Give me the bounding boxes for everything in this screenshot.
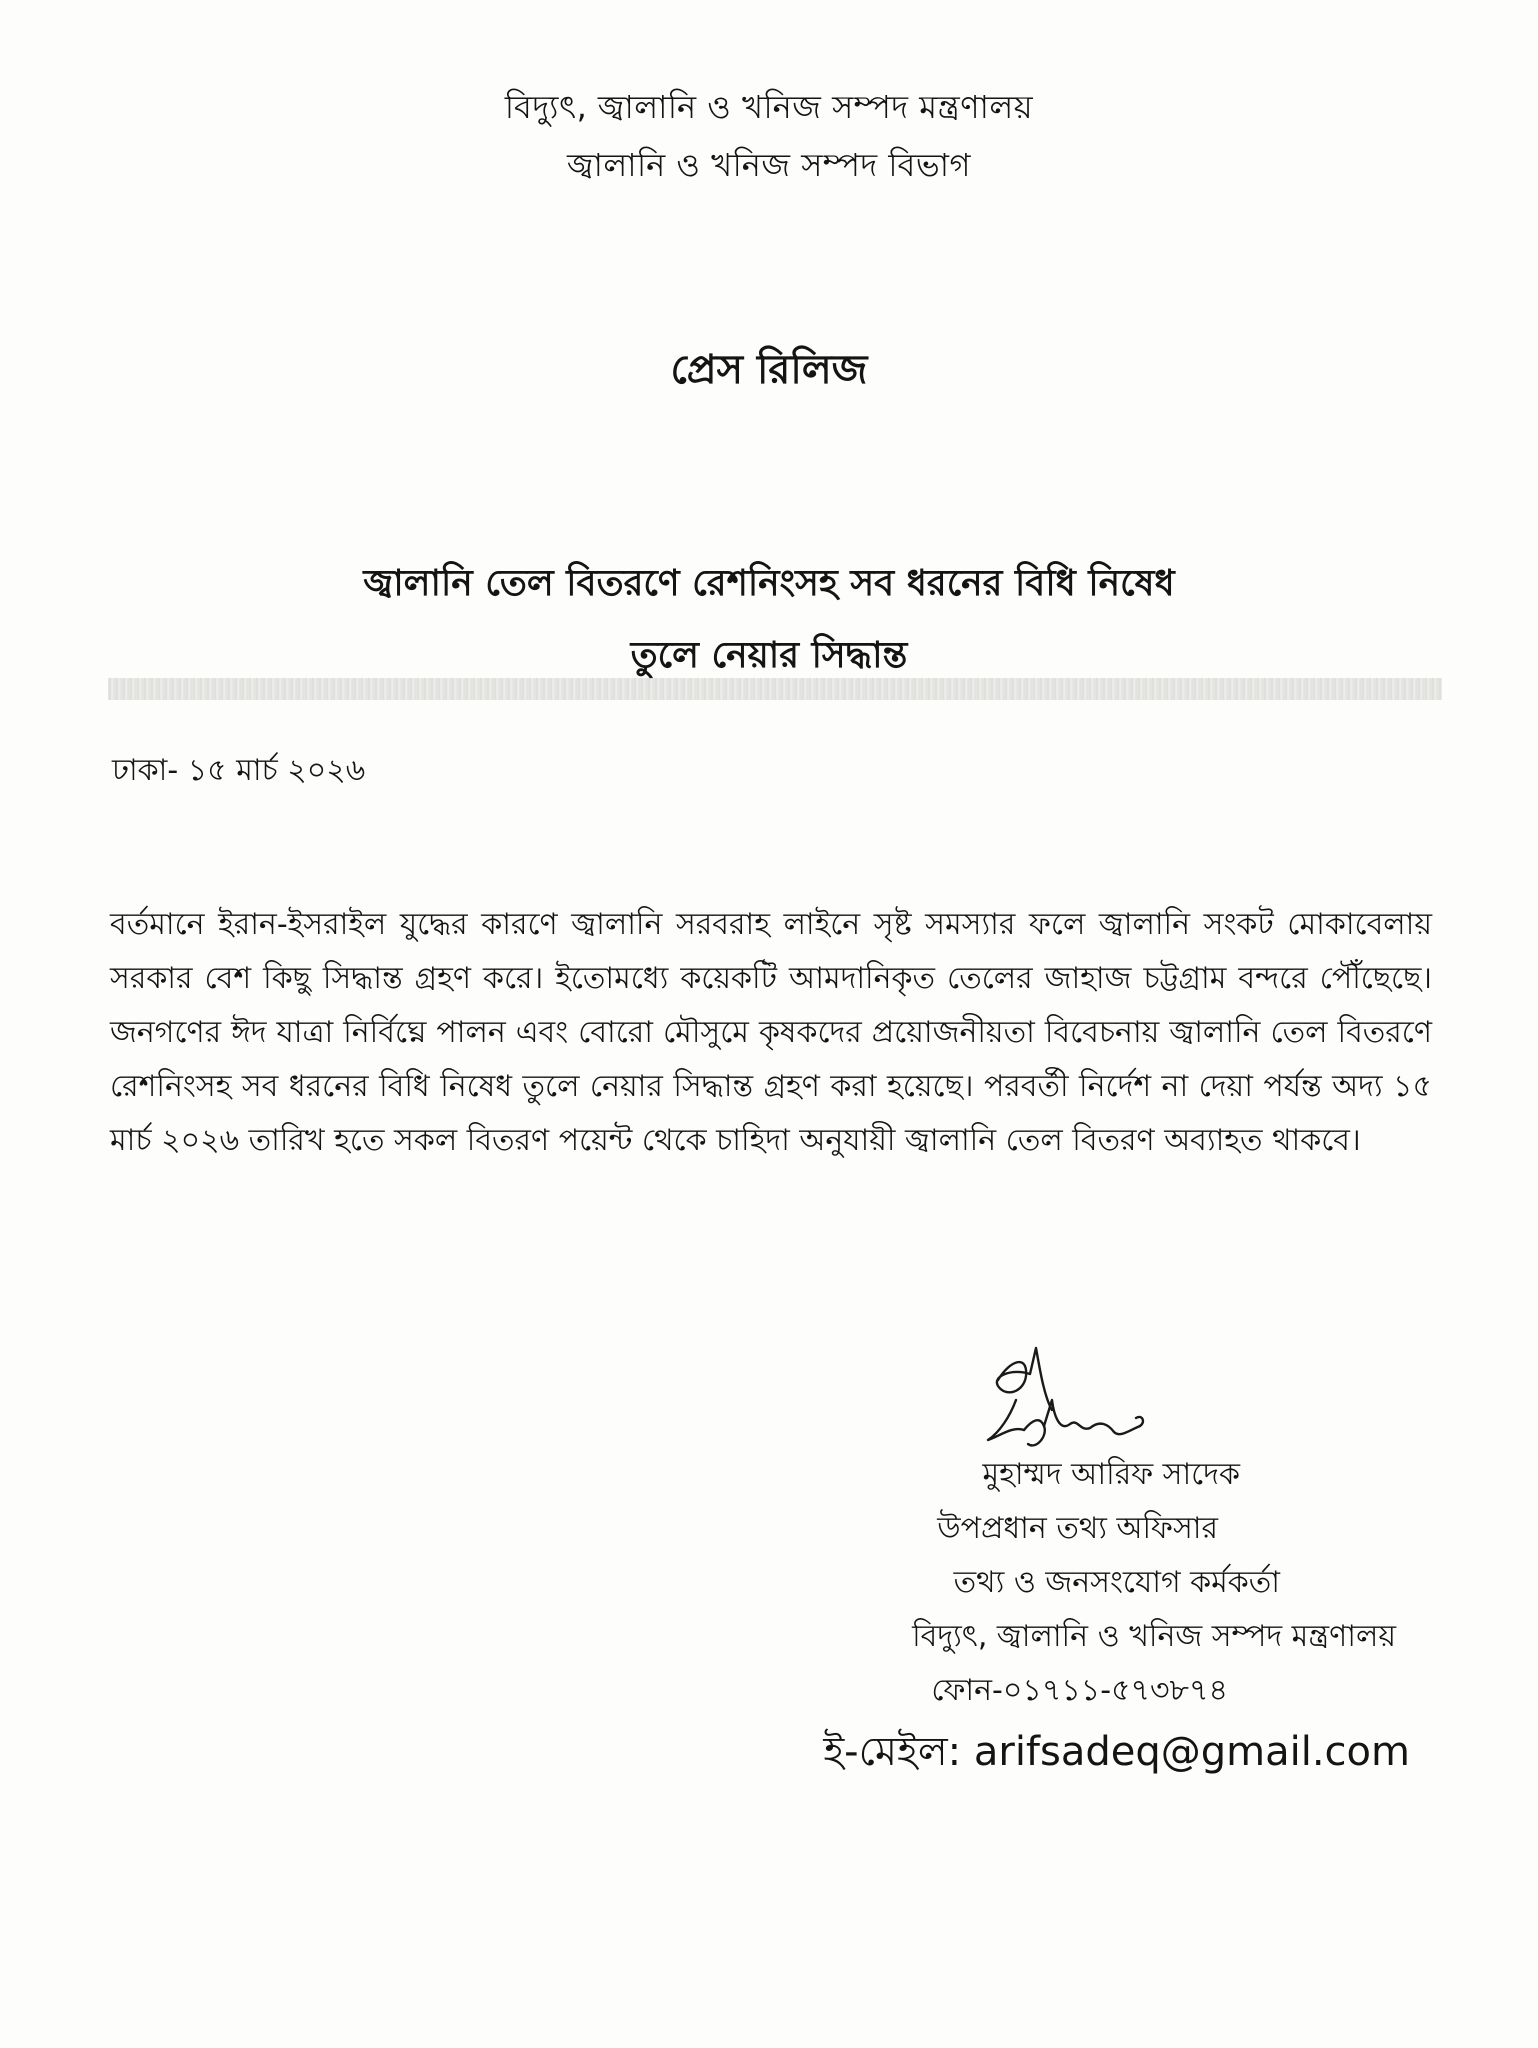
signatory-designation: উপপ্রধান তথ্য অফিসার bbox=[937, 1511, 1218, 1546]
title-line-1: জ্বালানি তেল বিতরণে রেশনিংসহ সব ধরনের বিধি নিষেধ bbox=[363, 563, 1175, 604]
body-paragraph: বর্তমানে ইরান-ইসরাইল যুদ্ধের কারণে জ্বালানি সরবরাহ লাইনে সৃষ্ট সমস্যার ফলে জ্বালানি সংকট মোকাবেলায় সরকার বেশ কিছু সিদ্ধান্ত গ্রহণ করে। ইতোমধ্যে কয়েকটি আমদানিকৃত তেলের জাহাজ চট্টগ্রাম বন্দরে পৌঁছেছে। জনগণের ঈদ যাত্রা নির্বিঘ্নে পালন এবং বোরো মৌসুমে কৃষকদের প্রয়োজনীয়তা বিবেচনায় জ্বালানি তেল বিতরণে রেশনিংসহ সব ধরনের বিধি নিষেধ তুলে নেয়ার সিদ্ধান্ত গ্রহণ করা হয়েছে। পরবর্তী নির্দেশ না দেয়া পর্যন্ত অদ্য ১৫ মার্চ ২০২৬ তারিখ হতে সকল বিতরণ পয়েন্ট থেকে চাহিদা অনুযায়ী জ্বালানি তেল বিতরণ অব্যাহত থাকবে। bbox=[110, 907, 1432, 1158]
document-type-heading: প্রেস রিলিজ bbox=[670, 347, 868, 393]
press-release-title bbox=[0, 548, 1538, 692]
signatory-block bbox=[700, 1448, 1440, 1782]
ministry-name: বিদ্যুৎ, জ্বালানি ও খনিজ সম্পদ মন্ত্রণালয় bbox=[504, 88, 1034, 126]
signatory-role: তথ্য ও জনসংযোগ কর্মকর্তা bbox=[953, 1565, 1280, 1600]
title-line-2: তুলে নেয়ার সিদ্ধান্ত bbox=[630, 635, 908, 676]
signatory-name: মুহাম্মদ আরিফ সাদেক bbox=[982, 1457, 1240, 1492]
title-divider bbox=[108, 678, 1442, 700]
signatory-ministry: বিদ্যুৎ, জ্বালানি ও খনিজ সম্পদ মন্ত্রণালয় bbox=[912, 1619, 1396, 1654]
signatory-phone: ফোন-০১৭১১-৫৭৩৮৭৪ bbox=[931, 1673, 1228, 1708]
letterhead bbox=[0, 78, 1538, 194]
date-line: ঢাকা- ১৫ মার্চ ২০২৬ bbox=[112, 753, 366, 788]
signatory-email: ই-মেইল: arifsadeq@gmail.com bbox=[823, 1729, 1410, 1775]
division-name: জ্বালানি ও খনিজ সম্পদ বিভাগ bbox=[567, 146, 971, 184]
